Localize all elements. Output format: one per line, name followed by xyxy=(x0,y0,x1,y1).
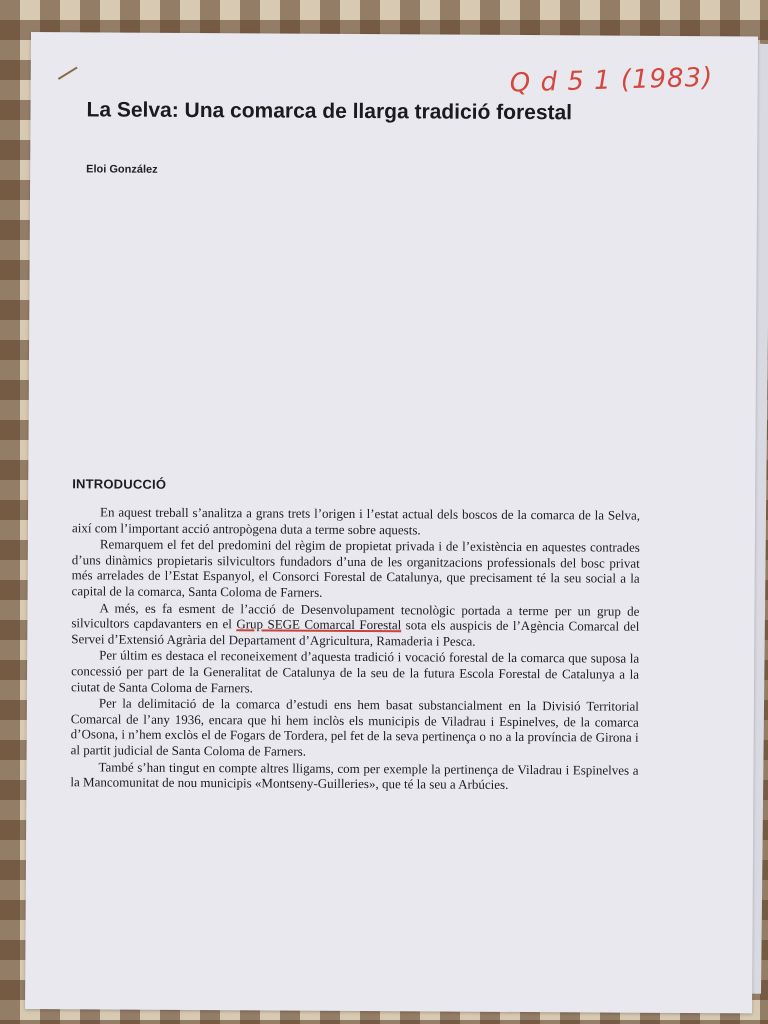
handwritten-annotation: Q d 5 1 (1983) xyxy=(509,62,715,99)
paragraph-5: Per la delimitació de la comarca d’estudi ens hem basat substancialment en la Divisió Territorial Comarcal de l’any 1936, encara que hi hem inclòs els municipis de Viladrau i Espinelves, de la comarca d’Osona, i n’hem exclòs el de Fogars de Tordera, pel fet de la seva pertinença o no a la província de Girona i al partit judicial de Santa Coloma de Farners. xyxy=(70,695,639,759)
paragraph-3 xyxy=(71,600,639,650)
pencil-mark xyxy=(58,67,78,80)
underlined-group-name: Grup SEGE Comarcal Forestal xyxy=(236,616,402,633)
section-heading: INTRODUCCIÓ xyxy=(72,476,167,492)
document-page xyxy=(25,32,758,1013)
paragraph-2: Remarquem el fet del predomini del règim de propietat privada i de l’existència en aquestes contrades d’uns dinàmics propietaris silvicultors fundadors d’una de les organitzacions professionals del bosc privat més arrelades de l’Estat Espanyol, el Consorci Forestal de Catalunya, que precisament té la seu social a la capital de la comarca, Santa Coloma de Farners. xyxy=(71,536,640,600)
paragraph-1: En aquest treball s’analitza a grans trets l’origen i l’estat actual dels boscos de la comarca de la Selva, així com l’important acció antropògena duta a terme sobre aquests. xyxy=(71,504,641,537)
body-text xyxy=(70,504,640,793)
paragraph-6: També s’han tingut en compte altres lligams, com per exemple la pertinença de Viladrau i Espinelves a la Mancomunitat de nou municipis «Montseny-Guilleries», que té la seu a Arbúcies. xyxy=(70,758,639,793)
document-title: La Selva: Una comarca de llarga tradició forestal xyxy=(86,98,573,125)
paragraph-3-start: A més, es fa esment de l’acció de Desenvolupament tecnològic portada a terme per un grup de silvicultors capdavanters en el xyxy=(71,599,640,632)
paragraph-3-end: sota els auspicis de l’Agència Comarcal del Servei d’Extensió Agrària del Departament d’Agricultura, Ramaderia i Pesca. xyxy=(71,617,640,649)
document-author: Eloi González xyxy=(86,163,158,176)
paragraph-4: Per últim es destaca el reconeixement d’aquesta tradició i vocació forestal de la comarca que suposa la concessió per part de la Generalitat de Catalunya de la seu de la futura Escola Forestal de Catalunya a la ciutat de Santa Coloma de Farners. xyxy=(70,647,640,695)
